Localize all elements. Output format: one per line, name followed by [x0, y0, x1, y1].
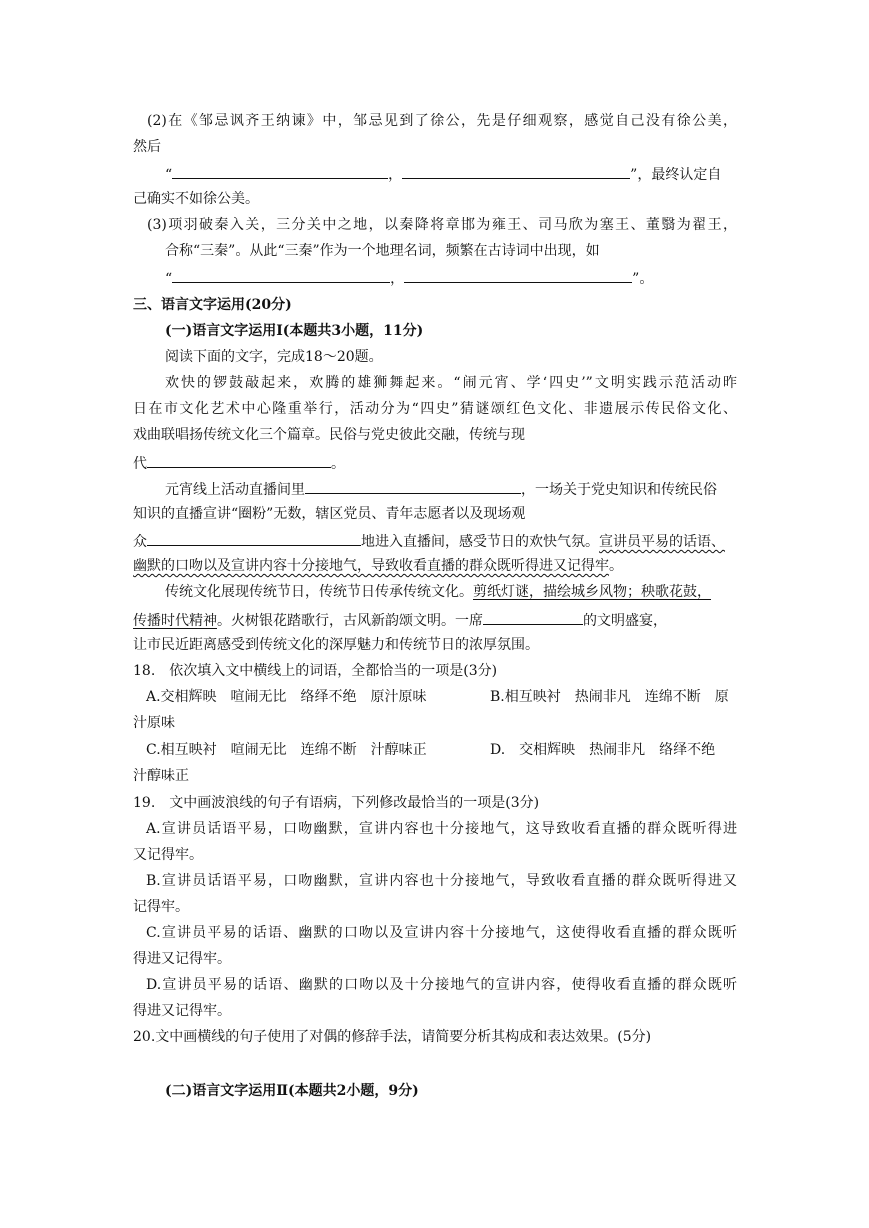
passage-p1-line4: [133, 452, 345, 472]
wavy-underlined-sentence: 幽默的口吻以及宣讲内容十分接地气，导致收看直播的群众既听得进又记得牢: [133, 558, 609, 574]
q18-option-d: D. 交相辉映 热闹非凡 络绎不绝: [490, 742, 716, 758]
q3-blank-2[interactable]: [404, 267, 632, 283]
subsection-heading-2: (二)语言文字运用Ⅱ(本题共2小题，9分): [165, 1083, 419, 1099]
subsection-heading-1: (一)语言文字运用Ⅰ(本题共3小题，11分): [165, 323, 424, 339]
q19-option-a-line2: 又记得牢。: [133, 847, 203, 863]
q3-open-quote: “: [165, 271, 173, 287]
q18-stem: 18. 依次填入文中横线上的词语，全都恰当的一项是(3分): [133, 663, 498, 679]
passage-p2-line2: 知识的直播宣讲“圈粉”无数，辖区党员、青年志愿者以及现场观: [133, 506, 526, 522]
passage-p2-line3: [133, 530, 725, 550]
q2-line1: (2)在《邹忌讽齐王纳谏》中，邹忌见到了徐公，先是仔细观察，感觉自己没有徐公美，: [147, 113, 737, 129]
text-fragment: 的文明盛宴，: [583, 613, 667, 629]
text-fragment: ，一场关于党史知识和传统民俗: [521, 482, 717, 498]
q18-option-d-cont: 汁醇味正: [133, 768, 189, 784]
q3-answer-line: [165, 267, 653, 287]
q3-close: ”。: [632, 271, 654, 287]
q19-option-b-line2: 记得牢。: [133, 899, 189, 915]
wavy-underlined-sentence: 宣讲员平易的话语、: [599, 534, 725, 550]
q19-option-d-line1: D.宣讲员平易的话语、幽默的口吻以及十分接地气的宣讲内容，使得收看直播的群众既听: [146, 977, 737, 993]
q3-blank-1[interactable]: [172, 267, 390, 283]
passage-blank-4[interactable]: [483, 609, 583, 625]
q3-comma: ，: [390, 271, 405, 287]
text-fragment: 。: [609, 558, 623, 574]
text-fragment: 地进入直播间，感受节日的欢快气氛。: [361, 534, 599, 550]
text-fragment: 代: [133, 456, 147, 472]
reading-instruction: 阅读下面的文字，完成18～20题。: [165, 349, 383, 365]
underlined-sentence: 传播时代精神: [133, 613, 217, 629]
q18-option-a: A.交相辉映 喧闹无比 络绎不绝 原汁原味: [146, 689, 427, 705]
q18-option-b: B.相互映衬 热闹非凡 连绵不断 原: [490, 689, 729, 705]
q3-line1: (3)项羽破秦入关，三分关中之地，以秦降将章邯为雍王、司马欣为塞王、董翳为翟王，: [147, 217, 737, 233]
q19-option-c-line1: C.宣讲员平易的话语、幽默的口吻以及宣讲内容十分接地气，这使得收看直播的群众既听: [146, 925, 737, 941]
q2-blank-2[interactable]: [402, 163, 630, 179]
passage-p3-line1: [165, 582, 711, 602]
passage-blank-2[interactable]: [305, 478, 521, 494]
q2-comma: ，: [388, 167, 403, 183]
text-fragment: 。火树银花踏歌行，古风新韵颂文明。一席: [217, 613, 483, 629]
q19-stem: 19. 文中画波浪线的句子有语病，下列修改最恰当的一项是(3分): [133, 795, 540, 811]
text-fragment: 众: [133, 534, 147, 550]
underlined-sentence: 剪纸灯谜，描绘城乡风物；秧歌花鼓，: [473, 584, 711, 600]
q19-option-d-line2: 得进又记得牢。: [133, 1003, 231, 1019]
passage-blank-3[interactable]: [147, 530, 361, 546]
q19-option-a-line1: A.宣讲员话语平易，口吻幽默，宣讲内容也十分接地气，这导致收看直播的群众既听得进: [146, 821, 737, 837]
passage-p1-line1: 欢快的锣鼓敲起来，欢腾的雄狮舞起来。“闹元宵、学‘四史’”文明实践示范活动昨: [165, 375, 737, 391]
section-heading: 三、语言文字运用(20分): [133, 297, 292, 313]
passage-p3-line2: [133, 609, 667, 629]
q3-line2: 合称“三秦”。从此“三秦”作为一个地理名词，频繁在古诗词中出现，如: [165, 243, 600, 259]
q19-option-b-line1: B.宣讲员话语平易，口吻幽默，宣讲内容也十分接地气，导致收看直播的群众既听得进又: [146, 873, 737, 889]
text-fragment: 。: [331, 456, 345, 472]
q2-line2: 然后: [133, 139, 161, 155]
q20-stem: 20.文中画横线的句子使用了对偶的修辞手法，请简要分析其构成和表达效果。(5分): [133, 1029, 652, 1045]
passage-p1-line2: 日在市文化艺术中心隆重举行，活动分为“四史”猜谜颂红色文化、非遗展示传民俗文化、: [133, 401, 737, 417]
q18-option-c: C.相互映衬 喧闹无比 连绵不断 汁醇味正: [146, 742, 427, 758]
q19-option-c-line2: 得进又记得牢。: [133, 951, 231, 967]
q2-close: ”，最终认定自: [630, 167, 722, 183]
passage-p1-line3: 戏曲联唱扬传统文化三个篇章。民俗与党史彼此交融，传统与现: [133, 427, 525, 443]
q2-line4: 己确实不如徐公美。: [133, 191, 259, 207]
q2-blank-1[interactable]: [172, 163, 388, 179]
passage-p3-line3: 让市民近距离感受到传统文化的深厚魅力和传统节日的浓厚氛围。: [133, 637, 539, 653]
passage-p2-line1: [165, 478, 717, 498]
q2-answer-line: [165, 163, 721, 183]
passage-blank-1[interactable]: [147, 452, 331, 468]
text-fragment: 元宵线上活动直播间里: [165, 482, 305, 498]
text-fragment: 传统文化展现传统节日，传统节日传承传统文化。: [165, 584, 473, 600]
q2-open-quote: “: [165, 167, 173, 183]
q18-option-b-cont: 汁原味: [133, 715, 175, 731]
passage-p2-line4: [133, 556, 623, 576]
